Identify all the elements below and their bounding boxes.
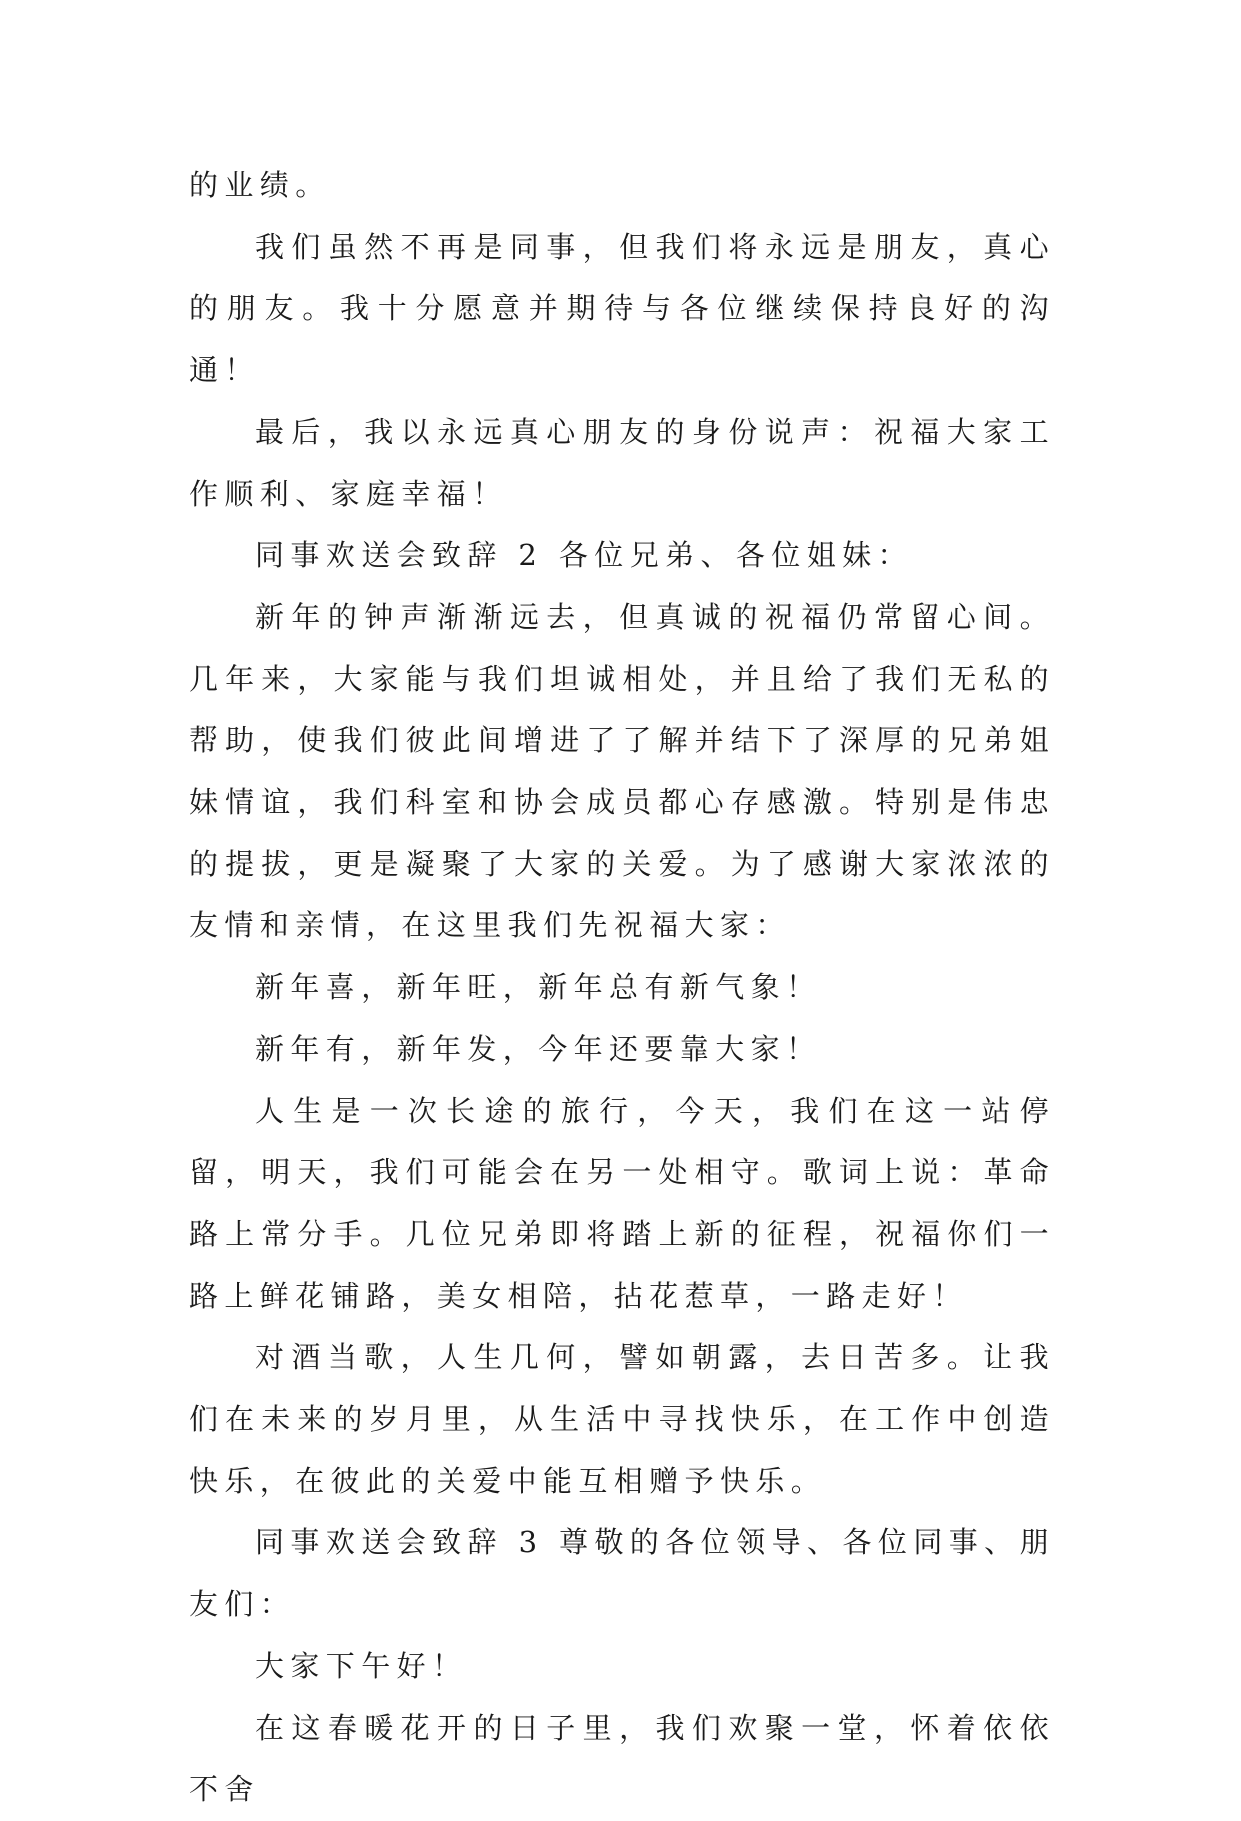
section-heading: 同事欢送会致辞 3 尊敬的各位领导、各位同事、朋友们： — [189, 1525, 1055, 1622]
paragraph: 新年喜，新年旺，新年总有新气象！ — [255, 970, 822, 1005]
paragraph: 最后，我以永远真心朋友的身份说声：祝福大家工作顺利、家庭幸福！ — [189, 414, 1055, 511]
paragraph: 的业绩。 — [189, 168, 331, 202]
paragraph: 对酒当歌，人生几何，譬如朝露，去日苦多。让我们在未来的岁月里，从生活中寻找快乐，在工作中创造快乐，在彼此的关爱中能互相赠予快乐。 — [189, 1340, 1055, 1498]
document-body — [189, 155, 1055, 1821]
paragraph: 大家下午好！ — [255, 1648, 468, 1683]
paragraph: 我们虽然不再是同事，但我们将永远是朋友，真心的朋友。我十分愿意并期待与各位继续保持良好的沟通！ — [189, 229, 1055, 388]
paragraph: 在这春暖花开的日子里，我们欢聚一堂，怀着依依不舍 — [189, 1710, 1055, 1807]
section-heading: 同事欢送会致辞 2 各位兄弟、各位姐妹： — [255, 538, 913, 573]
paragraph: 人生是一次长途的旅行，今天，我们在这一站停留，明天，我们可能会在另一处相守。歌词上说：革命路上常分手。几位兄弟即将踏上新的征程，祝福你们一路上鲜花铺路，美女相陪，拈花惹草，一路走好！ — [189, 1093, 1055, 1313]
paragraph: 新年有，新年发，今年还要靠大家！ — [255, 1031, 822, 1066]
paragraph: 新年的钟声渐渐远去，但真诚的祝福仍常留心间。几年来，大家能与我们坦诚相处，并且给了我们无私的帮助，使我们彼此间增进了了解并结下了深厚的兄弟姐妹情谊，我们科室和协会成员都心存感激。特别是伟忠的提拔，更是凝聚了大家的关爱。为了感谢大家浓浓的友情和亲情，在这里我们先祝福大家： — [189, 599, 1055, 943]
